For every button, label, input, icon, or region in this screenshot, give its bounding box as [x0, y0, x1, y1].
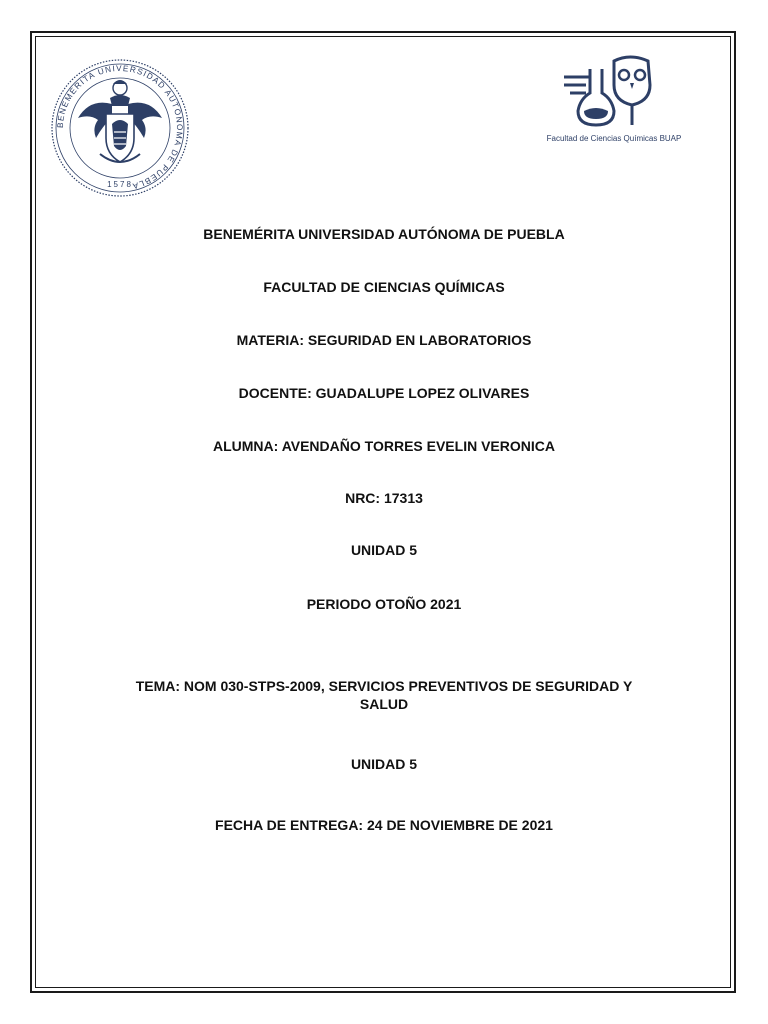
- topic-line-1: TEMA: NOM 030-STPS-2009, SERVICIOS PREVENTIVOS DE SEGURIDAD Y: [135, 678, 633, 694]
- due-date-line: FECHA DE ENTREGA: 24 DE NOVIEMBRE DE 2021: [215, 817, 553, 833]
- fcq-logo-caption: Facultad de Ciencias Químicas BUAP: [546, 134, 682, 143]
- seal-ring-text: BENEMÉRITA UNIVERSIDAD AUTÓNOMA DE PUEBLA: [55, 63, 185, 191]
- nrc-line: NRC: 17313: [345, 490, 423, 506]
- buap-seal-logo: [50, 58, 190, 198]
- period-line: PERIODO OTOÑO 2021: [306, 596, 462, 612]
- fcq-owl-flask-logo: [526, 55, 702, 147]
- seal-year: 1578: [107, 180, 133, 189]
- subject-line: MATERIA: SEGURIDAD EN LABORATORIOS: [236, 332, 532, 348]
- unit-line: UNIDAD 5: [350, 542, 418, 558]
- faculty-name: FACULTAD DE CIENCIAS QUÍMICAS: [263, 279, 505, 295]
- teacher-line: DOCENTE: GUADALUPE LOPEZ OLIVARES: [238, 385, 530, 401]
- unit-line-2: UNIDAD 5: [350, 756, 418, 772]
- student-line: ALUMNA: AVENDAÑO TORRES EVELIN VERONICA: [213, 438, 555, 454]
- topic-line-2: SALUD: [359, 696, 409, 712]
- university-name: BENEMÉRITA UNIVERSIDAD AUTÓNOMA DE PUEBLA: [203, 226, 565, 242]
